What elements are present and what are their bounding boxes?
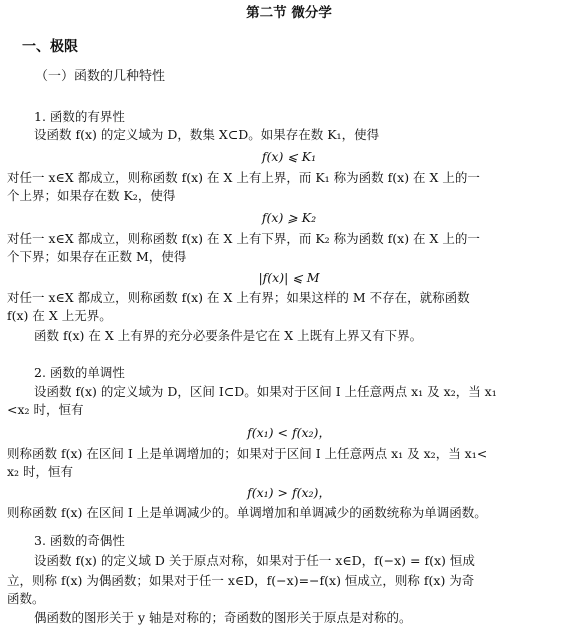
text-line: 设函数 f(x) 的定义域 D 关于原点对称，如果对于任一 x∈D，f(−x) = f(x) 恒成 [34, 553, 475, 568]
heading-boundedness: 1. 函数的有界性 [34, 109, 125, 124]
text-line: 则称函数 f(x) 在区间 I 上是单调减少的。单调增加和单调减少的函数统称为单调函数。 [7, 505, 487, 520]
formula-decreasing: f(x₁) > f(x₂)， [247, 485, 331, 500]
text-line: 个下界；如果存在正数 M，使得 [7, 249, 187, 264]
text-line: 偶函数的图形关于 y 轴是对称的；奇函数的图形关于原点是对称的。 [34, 610, 412, 625]
formula-increasing: f(x₁) < f(x₂)， [247, 425, 331, 440]
text-line: 对任一 x∈X 都成立，则称函数 f(x) 在 X 上有上界，而 K₁ 称为函数 f(x) 在 X 上的一 [7, 170, 480, 185]
text-line: 设函数 f(x) 的定义域为 D，区间 I⊂D。如果对于区间 I 上任意两点 x₁ 及 x₂，当 x₁ [34, 384, 497, 399]
text-line: 设函数 f(x) 的定义域为 D，数集 X⊂D。如果存在数 K₁，使得 [34, 127, 380, 142]
text-line: 个上界；如果存在数 K₂，使得 [7, 188, 176, 203]
text-line: 对任一 x∈X 都成立，则称函数 f(x) 在 X 上有下界，而 K₂ 称为函数 f(x) 在 X 上的一 [7, 231, 480, 246]
text-line: x₂ 时，恒有 [7, 464, 74, 479]
section-heading: 一、极限 [22, 39, 78, 55]
formula-bounded: |f(x)| ⩽ M [258, 270, 320, 285]
text-line: 函数。 [7, 591, 45, 606]
heading-parity: 3. 函数的奇偶性 [34, 533, 125, 548]
text-line: 对任一 x∈X 都成立，则称函数 f(x) 在 X 上有界；如果这样的 M 不存在，就称函数 [7, 290, 470, 305]
text-line: 则称函数 f(x) 在区间 I 上是单调增加的；如果对于区间 I 上任意两点 x₁ 及 x₂，当 x₁< [7, 446, 488, 461]
subsection-heading: （一）函数的几种特性 [35, 69, 166, 84]
page-title: 第二节 微分学 [246, 5, 332, 21]
heading-monotonicity: 2. 函数的单调性 [34, 365, 125, 380]
text-line: 函数 f(x) 在 X 上有界的充分必要条件是它在 X 上既有上界又有下界。 [34, 328, 423, 343]
formula-lower-bound: f(x) ⩾ K₂ [261, 210, 317, 225]
formula-upper-bound: f(x) ⩽ K₁ [261, 149, 317, 164]
text-line: f(x) 在 X 上无界。 [7, 308, 112, 323]
text-line: <x₂ 时，恒有 [7, 402, 84, 417]
text-line: 立，则称 f(x) 为偶函数；如果对于任一 x∈D，f(−x)=−f(x) 恒成立，则称 f(x) 为奇 [7, 573, 475, 588]
